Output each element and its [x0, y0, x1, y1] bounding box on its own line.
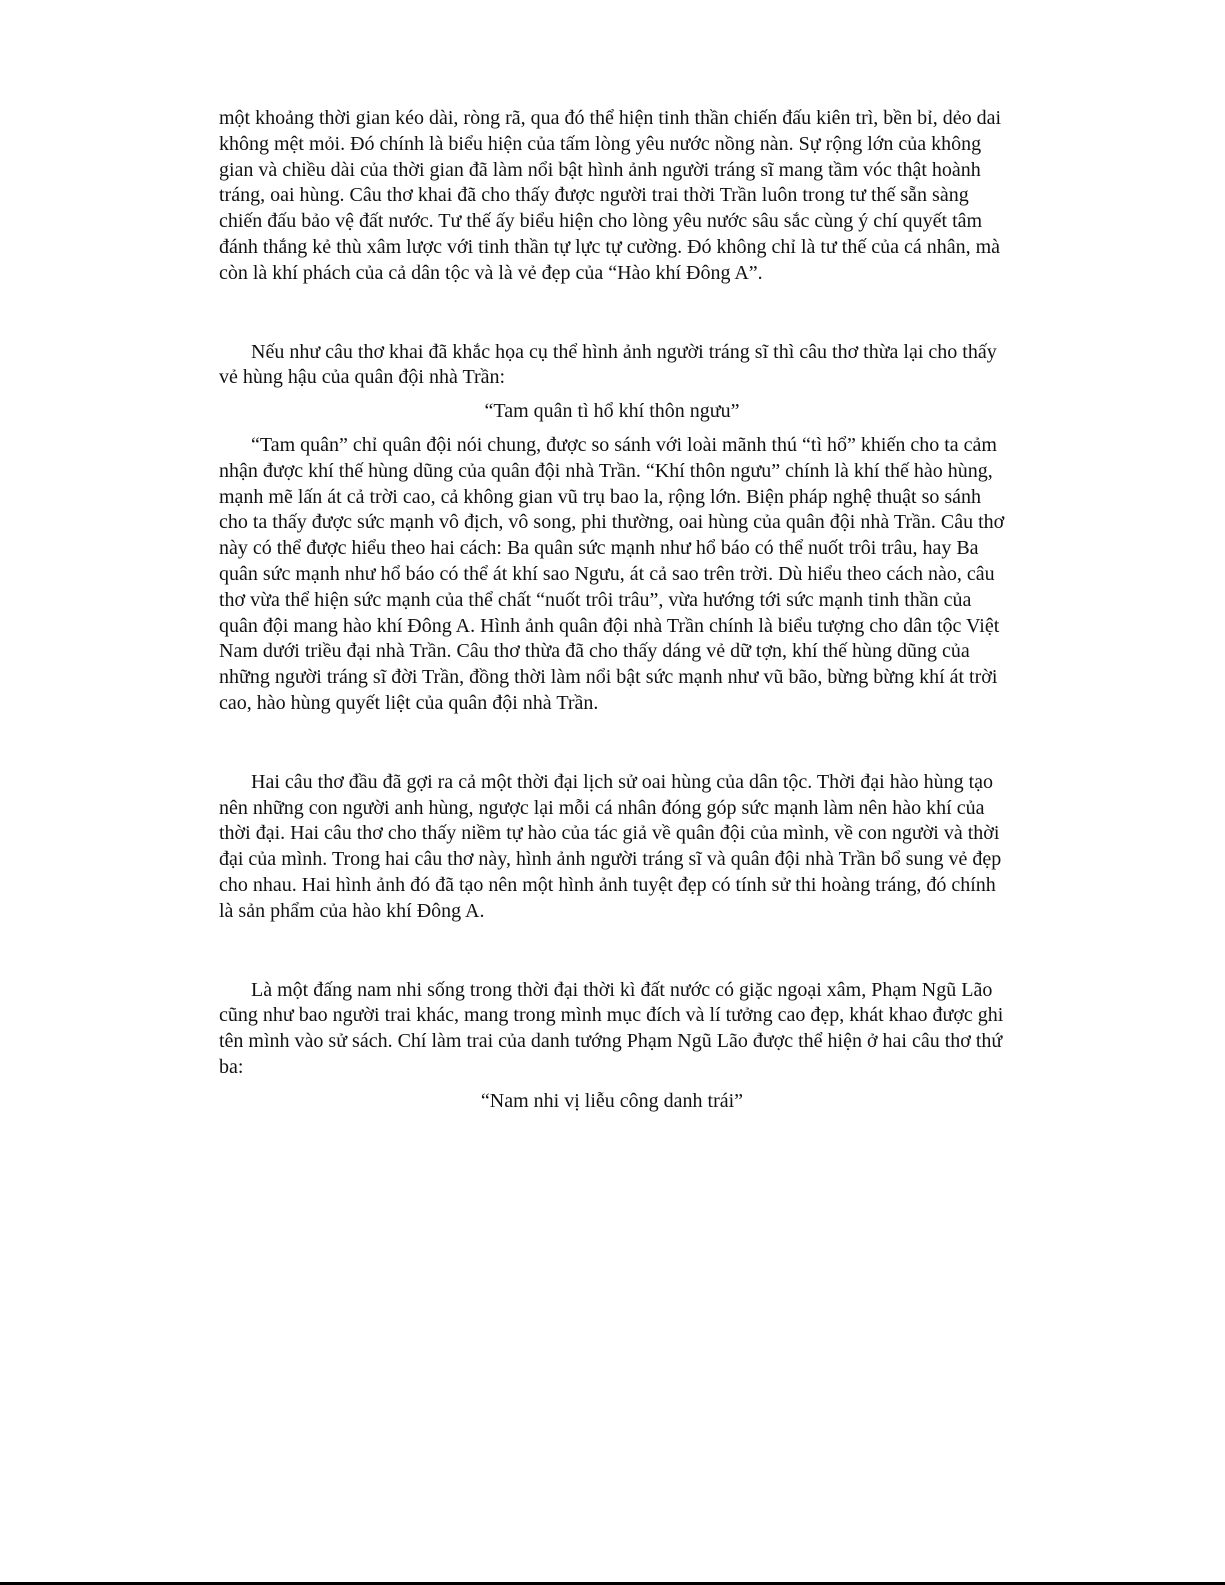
paragraph-2: Nếu như câu thơ khai đã khắc họa cụ thể hình ảnh người tráng sĩ thì câu thơ thừa lại cho thấy vẻ hùng hậu của quân đội nhà Trần:	[219, 340, 997, 389]
paragraph-1: một khoảng thời gian kéo dài, ròng rã, qua đó thể hiện tinh thần chiến đấu kiên trì, bền bỉ, dẻo dai không mệt mỏi. Đó chính là biểu hiện của tấm lòng yêu nước nồng nàn. Sự rộng lớn của không gian và chiều dài của thời gian đã làm nổi bật hình ảnh người tráng sĩ mang tầm vóc thật hoành tráng, oai hùng. Câu thơ khai đã cho thấy được người trai thời Trần luôn trong tư thế sẵn sàng chiến đấu bảo vệ đất nước. Tư thế ấy biểu hiện cho lòng yêu nước sâu sắc cùng ý chí quyết tâm đánh thắng kẻ thù xâm lược với tinh thần tự lực tự cường. Đó không chỉ là tư thế của cá nhân, mà còn là khí phách của cả dân tộc và là vẻ đẹp của “Hào khí Đông A”.	[219, 107, 1002, 284]
quote-spacer	[219, 391, 1005, 399]
poem-quote-2: “Nam nhi vị liễu công danh trái”	[480, 1089, 744, 1112]
paragraph-spacer	[219, 925, 1005, 978]
paragraph-spacer	[219, 717, 1005, 770]
paragraph-5: Là một đấng nam nhi sống trong thời đại thời kì đất nước có giặc ngoại xâm, Phạm Ngũ Lão cũng như bao người trai khác, mang trong mình mục đích và lí tưởng cao đẹp, khát khao được ghi tên mình vào sử sách. Chí làm trai của danh tướng Phạm Ngũ Lão được thể hiện ở hai câu thơ thứ ba:	[219, 978, 1004, 1078]
poem-quote-1: “Tam quân tì hổ khí thôn ngưu”	[484, 400, 740, 423]
paragraph-spacer	[219, 287, 1005, 340]
document-page	[219, 106, 1005, 1115]
quote-spacer	[219, 425, 1005, 433]
paragraph-4: Hai câu thơ đầu đã gợi ra cả một thời đại lịch sử oai hùng của dân tộc. Thời đại hào hùng tạo nên những con người anh hùng, ngược lại mỗi cá nhân đóng góp sức mạnh làm nên hào khí của thời đại. Hai câu thơ cho thấy niềm tự hào của tác giả về quân đội của mình, về con người và thời đại của mình. Trong hai câu thơ này, hình ảnh người tráng sĩ và quân đội nhà Trần bổ sung vẻ đẹp cho nhau. Hai hình ảnh đó đã tạo nên một hình ảnh tuyệt đẹp có tính sử thi hoàng tráng, đó chính là sản phẩm của hào khí Đông A.	[219, 770, 1002, 922]
paragraph-3: “Tam quân” chỉ quân đội nói chung, được so sánh với loài mãnh thú “tì hổ” khiến cho ta cảm nhận được khí thế hùng dũng của quân đội nhà Trần. “Khí thôn ngưu” chính là khí thế hào hùng, mạnh mẽ lấn át cả trời cao, cả không gian vũ trụ bao la, rộng lớn. Biện pháp nghệ thuật so sánh cho ta thấy được sức mạnh vô địch, vô song, phi thường, oai hùng của quân đội nhà Trần. Câu thơ này có thể được hiểu theo hai cách: Ba quân sức mạnh như hổ báo có thể nuốt trôi trâu, hay Ba quân sức mạnh như hổ báo có thể át khí sao Ngưu, át cả sao trên trời. Dù hiểu theo cách nào, câu thơ vừa thể hiện sức mạnh của thể chất “nuốt trôi trâu”, vừa hướng tới sức mạnh tinh thần của quân đội mang hào khí Đông A. Hình ảnh quân đội nhà Trần chính là biểu tượng cho dân tộc Việt Nam dưới triều đại nhà Trần. Câu thơ thừa đã cho thấy dáng vẻ dữ tợn, khí thế hùng dũng của những người tráng sĩ đời Trần, đồng thời làm nổi bật sức mạnh như vũ bão, bừng bừng khí át trời cao, hào hùng quyết liệt của quân đội nhà Trần.	[219, 433, 1005, 714]
quote-spacer	[219, 1081, 1005, 1089]
